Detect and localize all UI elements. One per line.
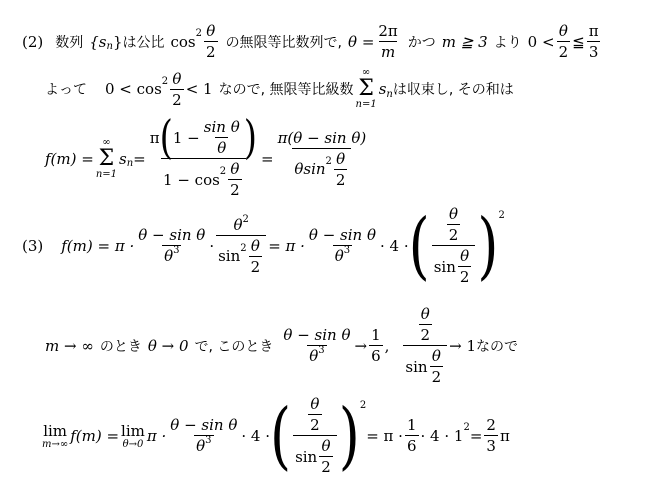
fraction: $\frac{\text{θ − sin θ}}{\theta^3}$ — [170, 416, 238, 455]
limit: lim m→∞ — [42, 421, 69, 450]
part2-line2: よって 0 < cos 2 $\frac{\theta}{2}$ < 1 なので, 無限等比級数 ∞ Σ n=1 s n は収束し, その和は — [45, 67, 514, 110]
part3-label: (3) — [22, 236, 44, 255]
summation: ∞ Σ n=1 — [355, 67, 377, 110]
fraction: $\frac{\pi}{3}$ — [588, 22, 599, 61]
fraction: $\frac{\text{θ − sin θ}}{\theta^3}$ — [138, 226, 206, 265]
fraction: $\frac{2\pi}{m}$ — [378, 22, 398, 61]
fraction: π ( 1 − $\frac{\text{sin θ}}{\theta}$ ) 1 − cos 2 $\frac{\theta}{2}$ — [149, 110, 257, 199]
fraction: $\frac{\theta}{2}$ — [206, 22, 216, 61]
fraction: $\frac{\text{θ − sin θ}}{\theta^3}$ — [308, 226, 377, 265]
part3-line2: m → ∞ のとき θ → 0 で, このとき $\frac{\text{θ − sin θ}}{\theta^3}$ → $\frac{1}{6}$ , $\frac{\theta}{2}$ sin $\frac{\theta}{2}$ → 1 なので — [45, 305, 519, 386]
text: 数列 — [55, 34, 84, 51]
fraction: $\frac{\theta}{2}$ sin $\frac{\theta}{2}$ — [403, 305, 447, 386]
part2-line1: (2) 数列 {s n } は公比 cos 2 $\frac{\theta}{2}$ の無限等比数列で, θ = $\frac{2\pi}{m}$ かつ m ≧ 3 より 0 < $\frac{\theta}{2}$ ≦ $\frac{\pi}{3}$ — [22, 22, 599, 61]
fraction: $\frac{\theta}{2}$ sin $\frac{\theta}{2}$ — [293, 395, 337, 476]
summation: ∞ Σ n=1 — [95, 136, 118, 180]
part2-sum-formula: f(m) = ∞ Σ n=1 s n = π ( 1 − $\frac{\text{sin θ}}{\theta}$ ) 1 − cos 2 $\frac{\theta}{2}$ = π(θ − sin θ) θsin 2 $\frac{\theta}{2}$ — [45, 110, 367, 199]
part2-label: (2) — [22, 32, 44, 51]
fraction: $\frac{1}{6}$ — [406, 416, 417, 455]
fraction: $\frac{\theta}{2}$ — [558, 22, 569, 61]
fraction: $\frac{1}{6}$ — [371, 326, 381, 365]
fraction: $\frac{\theta}{2}$ sin $\frac{\theta}{2}$ — [432, 205, 476, 286]
fraction: $\theta^2$ sin 2 $\frac{\theta}{2}$ — [216, 216, 266, 276]
fraction: $\frac{2}{3}$ — [486, 416, 496, 455]
limit: lim θ→0 — [121, 421, 145, 450]
fraction: π(θ − sin θ) θsin 2 $\frac{\theta}{2}$ — [277, 128, 367, 189]
fraction: $\frac{\theta}{2}$ — [172, 69, 182, 109]
part3-line1: (3) f(m) = π · $\frac{\text{θ − sin θ}}{\theta^3}$ · $\theta^2$ sin 2 $\frac{\theta}{2}$ = π · $\frac{\text{θ − sin θ}}{\theta^3}$ · 4 · ( $\frac{\theta}{2}$ sin $\frac{\theta}{2}$ ) 2 — [22, 202, 505, 288]
fraction: $\frac{\text{θ − sin θ}}{\theta^3}$ — [283, 326, 351, 365]
part3-limit: lim m→∞ f(m) = lim θ→0 π · $\frac{\text{θ − sin θ}}{\theta^3}$ · 4 · ( $\frac{\theta}{2}$ sin $\frac{\theta}{2}$ ) 2 = π · $\frac{1}{6}$ · 4 · 1 2 = $\frac{2}{3}$ π — [42, 392, 510, 478]
